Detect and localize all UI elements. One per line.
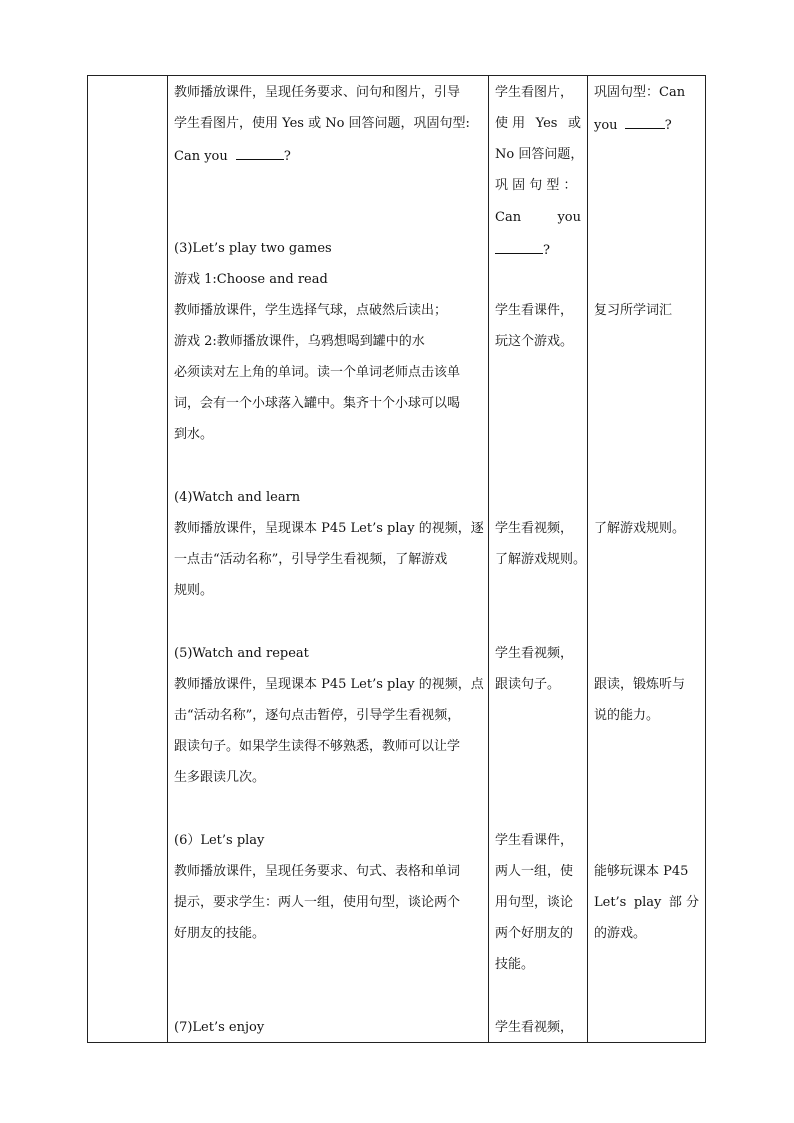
activity-line: 教师播放课件，呈现课本 P45 Let’s play 的视频，逐 — [174, 521, 484, 536]
word: ? — [664, 118, 672, 133]
answer-blank — [236, 147, 284, 160]
activity-line: 学生看图片，使用 Yes 或 No 回答问题，巩固句型: — [174, 116, 470, 131]
word: you — [594, 118, 618, 133]
student-line: 两人一组，使 — [495, 864, 574, 879]
student-line: 学生看图片， — [495, 85, 574, 100]
student-line: 用句型，谈论 — [495, 895, 574, 910]
student-line: 学生看课件， — [495, 833, 574, 848]
word: 或 — [567, 116, 581, 131]
sentence-pattern-prefix: Can you — [174, 149, 228, 164]
word: you — [557, 210, 581, 225]
word: Yes — [535, 116, 558, 131]
answer-blank — [625, 116, 665, 129]
activity-line: 教师播放课件，呈现任务要求、问句和图片，引导 — [174, 85, 461, 100]
intent-line — [594, 116, 672, 134]
activity-line: 教师播放课件，呈现课本 P45 Let’s play 的视频，点 — [174, 677, 484, 692]
activity-line: 必须读对左上角的单词。读一个单词老师点击该单 — [174, 365, 461, 380]
activity-line: 提示，要求学生：两人一组，使用句型，谈论两个 — [174, 895, 461, 910]
activity-line: 游戏 2:教师播放课件，乌鸦想喝到罐中的水 — [174, 334, 425, 349]
section-title: (3)Let’s play two games — [174, 241, 332, 256]
word: Let’s — [594, 895, 627, 910]
word: ? — [543, 243, 550, 258]
table-divider-1 — [167, 75, 168, 1043]
activity-line: 一点击“活动名称”，引导学生看视频，了解游戏 — [174, 552, 448, 567]
section-title: (4)Watch and learn — [174, 490, 301, 505]
section-title: (7)Let’s enjoy — [174, 1020, 265, 1035]
student-line: 了解游戏规则。 — [495, 552, 587, 567]
student-line: 跟读句子。 — [495, 677, 561, 692]
student-line: 学生看课件， — [495, 303, 574, 318]
student-line: No 回答问题， — [495, 147, 584, 162]
sentence-pattern-suffix: ? — [283, 149, 291, 164]
student-line: 技能。 — [495, 957, 535, 972]
student-line: 学生看视频， — [495, 1020, 574, 1035]
activity-line: 到水。 — [174, 427, 214, 442]
student-line: 学生看视频， — [495, 646, 574, 661]
activity-line: 击“活动名称”，逐句点击暂停，引导学生看视频， — [174, 708, 461, 723]
activity-line: 词，会有一个小球落入罐中。集齐十个小球可以喝 — [174, 396, 461, 411]
word: 使 用 — [495, 116, 526, 131]
student-line: 两个好朋友的 — [495, 926, 574, 941]
table-divider-3 — [587, 75, 588, 1043]
intent-line: 说的能力。 — [594, 708, 660, 723]
intent-line: 了解游戏规则。 — [594, 521, 686, 536]
column-stage — [88, 75, 167, 1041]
intent-line — [594, 895, 699, 911]
activity-line — [174, 147, 291, 165]
intent-line: 的游戏。 — [594, 926, 647, 941]
section-title: (6）Let’s play — [174, 833, 265, 848]
activity-line: 跟读句子。如果学生读得不够熟悉，教师可以让学 — [174, 739, 461, 754]
student-line: 巩 固 句 型 ： — [495, 178, 577, 193]
intent-line: 复习所学词汇 — [594, 303, 673, 318]
student-line — [495, 241, 550, 259]
section-title: (5)Watch and repeat — [174, 646, 309, 661]
student-line — [495, 116, 581, 132]
activity-line: 游戏 1:Choose and read — [174, 272, 328, 287]
intent-line: 跟读，锻炼听与 — [594, 677, 686, 692]
activity-line: 生多跟读几次。 — [174, 770, 266, 785]
intent-line: 能够玩课本 P45 — [594, 864, 689, 879]
word: play — [633, 895, 662, 910]
student-line: 玩这个游戏。 — [495, 334, 574, 349]
activity-line: 教师播放课件，呈现任务要求、句式、表格和单词 — [174, 864, 461, 879]
intent-line: 巩固句型：Can — [594, 85, 686, 100]
word: Can — [495, 210, 522, 225]
activity-line: 好朋友的技能。 — [174, 926, 266, 941]
answer-blank — [495, 241, 543, 254]
student-line: 学生看视频， — [495, 521, 574, 536]
table-divider-2 — [488, 75, 489, 1043]
student-line — [495, 210, 581, 226]
word: 部 分 — [668, 895, 699, 910]
activity-line: 规则。 — [174, 583, 214, 598]
activity-line: 教师播放课件，学生选择气球，点破然后读出； — [174, 303, 448, 318]
